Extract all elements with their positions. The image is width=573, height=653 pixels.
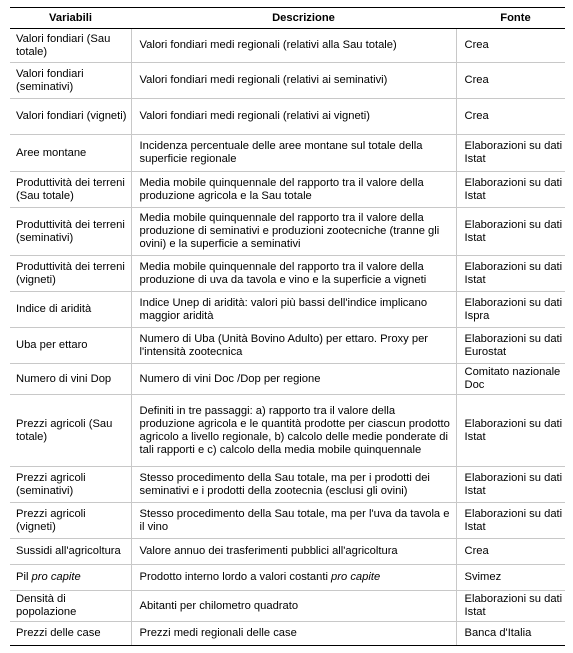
cell-variable: Valori fondiari (vigneti) (10, 99, 131, 135)
table-header (10, 8, 565, 29)
cell-variable: Pil pro capite (10, 565, 131, 591)
table-row (10, 208, 565, 256)
cell-description: Prezzi medi regionali delle case (131, 622, 456, 646)
cell-description: Media mobile quinquennale del rapporto tra il valore della produzione di seminativi e produzioni zootecniche (tranne gli ovini) e la superficie a seminativi (131, 208, 456, 256)
cell-source: Banca d'Italia (456, 622, 565, 646)
table-row (10, 135, 565, 172)
cell-variable: Produttività dei terreni (vigneti) (10, 256, 131, 292)
cell-variable: Numero di vini Dop (10, 364, 131, 395)
cell-source: Elaborazioni su dati Istat (456, 395, 565, 467)
cell-variable: Densità di popolazione (10, 591, 131, 622)
cell-source: Comitato nazionale Doc (456, 364, 565, 395)
cell-description: Valore annuo dei trasferimenti pubblici all'agricoltura (131, 539, 456, 565)
cell-description: Stesso procedimento della Sau totale, ma per l'uva da tavola e il vino (131, 503, 456, 539)
table-row (10, 503, 565, 539)
cell-variable: Produttività dei terreni (seminativi) (10, 208, 131, 256)
cell-variable: Valori fondiari (Sau totale) (10, 29, 131, 63)
table-row (10, 622, 565, 646)
cell-source: Crea (456, 63, 565, 99)
table-row (10, 256, 565, 292)
table-row (10, 29, 565, 63)
header-row (10, 8, 565, 29)
variables-table (10, 7, 565, 646)
table-row (10, 328, 565, 364)
cell-source: Elaborazioni su dati Istat (456, 256, 565, 292)
variables-table-container (10, 7, 565, 646)
table-row (10, 364, 565, 395)
cell-source: Crea (456, 29, 565, 63)
cell-source: Elaborazioni su dati Istat (456, 503, 565, 539)
cell-source: Elaborazioni su dati Istat (456, 135, 565, 172)
cell-description: Prodotto interno lordo a valori costanti pro capite (131, 565, 456, 591)
cell-source: Crea (456, 539, 565, 565)
cell-variable: Valori fondiari (seminativi) (10, 63, 131, 99)
cell-variable: Prezzi delle case (10, 622, 131, 646)
header-source: Fonte (456, 8, 565, 29)
cell-description: Numero di vini Doc /Dop per regione (131, 364, 456, 395)
cell-description: Incidenza percentuale delle aree montane sul totale della superficie regionale (131, 135, 456, 172)
cell-description: Media mobile quinquennale del rapporto tra il valore della produzione agricola e la Sau totale (131, 172, 456, 208)
cell-variable: Uba per ettaro (10, 328, 131, 364)
cell-source: Crea (456, 99, 565, 135)
cell-description: Media mobile quinquennale del rapporto tra il valore della produzione di uva da tavola e vino e la superficie a vigneti (131, 256, 456, 292)
cell-variable: Produttività dei terreni (Sau totale) (10, 172, 131, 208)
table-row (10, 467, 565, 503)
cell-source: Elaborazioni su dati Istat (456, 591, 565, 622)
cell-description: Valori fondiari medi regionali (relativi ai vigneti) (131, 99, 456, 135)
cell-variable: Prezzi agricoli (Sau totale) (10, 395, 131, 467)
cell-source: Elaborazioni su dati Istat (456, 208, 565, 256)
cell-source: Elaborazioni su dati Istat (456, 467, 565, 503)
table-row (10, 63, 565, 99)
cell-description: Abitanti per chilometro quadrato (131, 591, 456, 622)
table-row (10, 539, 565, 565)
cell-variable: Aree montane (10, 135, 131, 172)
cell-source: Elaborazioni su dati Ispra (456, 292, 565, 328)
cell-variable: Sussidi all'agricoltura (10, 539, 131, 565)
table-row (10, 395, 565, 467)
table-row (10, 99, 565, 135)
cell-source: Elaborazioni su dati Istat (456, 172, 565, 208)
table-row (10, 591, 565, 622)
header-description: Descrizione (131, 8, 456, 29)
cell-source: Svimez (456, 565, 565, 591)
table-row (10, 292, 565, 328)
cell-description: Indice Unep di aridità: valori più bassi dell'indice implicano maggior aridità (131, 292, 456, 328)
table-row (10, 565, 565, 591)
table-row (10, 172, 565, 208)
cell-description: Stesso procedimento della Sau totale, ma per i prodotti dei seminativi e i prodotti della zootecnia (esclusi gli ovini) (131, 467, 456, 503)
cell-variable: Prezzi agricoli (vigneti) (10, 503, 131, 539)
cell-description: Numero di Uba (Unità Bovino Adulto) per ettaro. Proxy per l'intensità zootecnica (131, 328, 456, 364)
header-variables: Variabili (10, 8, 131, 29)
cell-description: Valori fondiari medi regionali (relativi alla Sau totale) (131, 29, 456, 63)
cell-description: Definiti in tre passaggi: a) rapporto tra il valore della produzione agricola e le quantità prodotte per ciascun prodotto agricolo a livello regionale, b) calcolo delle medie ponderate di tali rapporti e c) calcolo della media mobile quinquennale (131, 395, 456, 467)
cell-variable: Prezzi agricoli (seminativi) (10, 467, 131, 503)
cell-description: Valori fondiari medi regionali (relativi ai seminativi) (131, 63, 456, 99)
cell-variable: Indice di aridità (10, 292, 131, 328)
cell-source: Elaborazioni su dati Eurostat (456, 328, 565, 364)
table-body (10, 29, 565, 646)
